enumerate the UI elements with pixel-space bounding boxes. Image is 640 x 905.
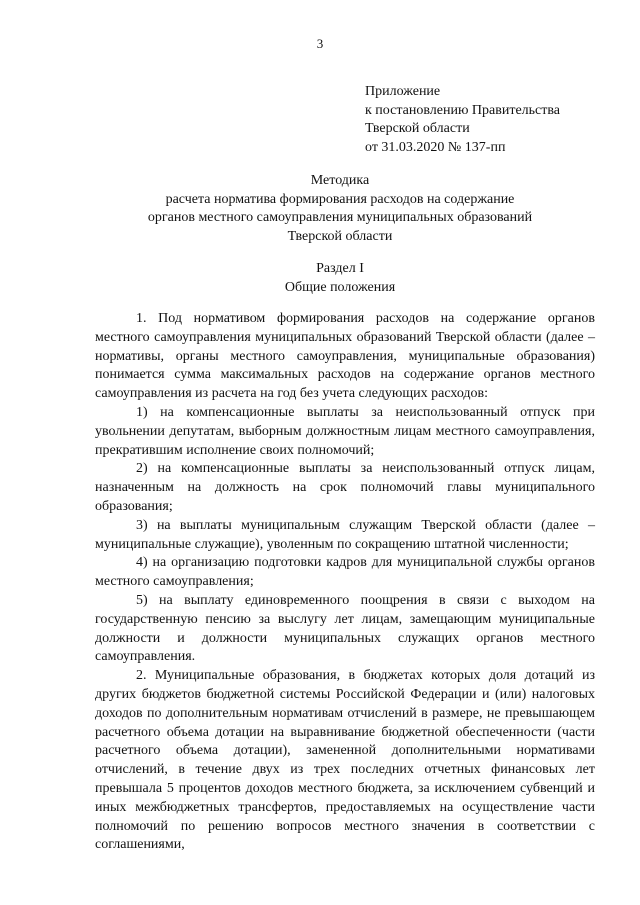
section-number: Раздел I	[316, 261, 364, 276]
appendix-line: Приложение	[365, 84, 441, 99]
paragraph: 2. Муниципальные образования, в бюджетах которых доля дотаций из других бюджетов бюджетной системы Российской Федерации и (или) налоговых доходов по дополнительным нормативам отчислений в размере, не превышающем расчетного объема дотации на выравнивание бюджетной обеспеченности (части расчетного объема дотации), замененной дополнительными нормативами отчислений, в течение двух из трех последних отчетных финансовых лет превышала 5 процентов доходов местного бюджета, за исключением субвенций и иных межбюджетных трансфертов, предоставляемых на осуществление части полномочий по решению вопросов местного значения в соответствии с соглашениями,	[95, 668, 595, 853]
section-heading	[95, 260, 585, 297]
paragraph: 3) на выплаты муниципальным служащим Тверской области (далее – муниципальные служащие), уволенным по сокращению штатной численности;	[95, 517, 595, 552]
paragraph: 5) на выплату единовременного поощрения в связи с выходом на государственную пенсию за выслугу лет лицам, замещающим муниципальные должности и должности муниципальных служащих органов местного самоуправления.	[95, 592, 595, 665]
appendix-line: Тверской области	[365, 121, 470, 136]
document-title	[95, 172, 585, 246]
appendix-line: к постановлению Правительства	[365, 102, 561, 118]
body-text	[95, 310, 595, 855]
title-line: расчета норматива формирования расходов на содержание	[165, 191, 515, 207]
title-line: Методика	[310, 173, 370, 188]
section-name: Общие положения	[284, 279, 396, 295]
paragraph: 1) на компенсационные выплаты за неиспользованный отпуск при увольнении депутатам, выборным должностным лицам местного самоуправления, прекратившим исполнение своих полномочий;	[95, 404, 595, 458]
appendix-block	[365, 83, 560, 157]
page-number: 3	[316, 36, 324, 51]
appendix-date-line: от 31.03.2020 № 137-пп	[365, 139, 506, 155]
paragraph: 2) на компенсационные выплаты за неиспользованный отпуск лицам, назначенным на должность на срок полномочий главы муниципального образования;	[95, 461, 595, 514]
paragraph: 4) на организацию подготовки кадров для муниципальной службы органов местного самоуправления;	[95, 555, 595, 590]
paragraph: 1. Под нормативом формирования расходов на содержание органов местного самоуправления муниципальных образований Тверской области (далее – нормативы, органы местного самоуправления, муниципальные образования) понимается сумма максимальных расходов на содержание органов местного самоуправления из расчета на год без учета следующих расходов:	[95, 311, 595, 402]
title-line: Тверской области	[287, 228, 393, 244]
title-line: органов местного самоуправления муниципальных образований	[147, 210, 533, 225]
